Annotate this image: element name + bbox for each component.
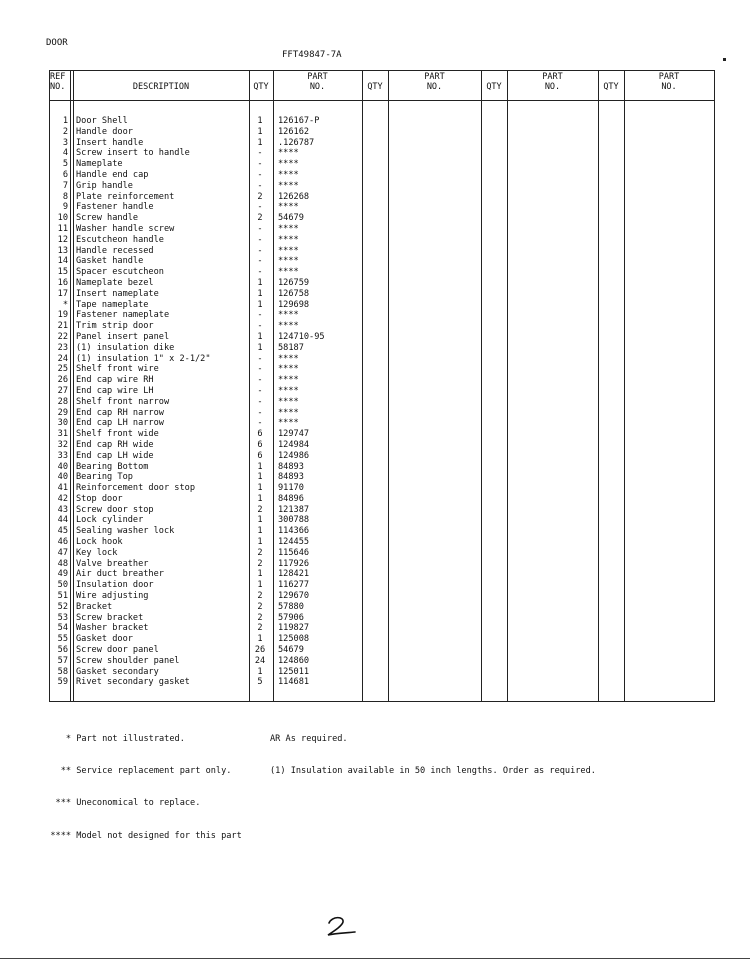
part-no-cell: 57880 bbox=[278, 601, 304, 612]
ref-no-cell: 5 bbox=[62, 159, 68, 170]
description-cell: End cap LH narrow bbox=[76, 418, 164, 429]
header-part-no-3: PART NO. bbox=[542, 72, 563, 92]
qty-cell: 6 bbox=[257, 439, 263, 450]
table-row bbox=[49, 515, 329, 526]
table-row bbox=[49, 667, 329, 678]
qty-cell: 1 bbox=[257, 126, 263, 137]
part-no-cell: 124455 bbox=[278, 537, 310, 548]
part-no-cell: 117926 bbox=[278, 558, 310, 569]
footnote: AR As required. bbox=[270, 733, 348, 744]
ref-no-cell: 3 bbox=[62, 137, 68, 148]
table-row bbox=[49, 548, 329, 559]
part-no-cell: 129670 bbox=[278, 591, 310, 602]
table-row bbox=[49, 300, 329, 311]
part-no-cell: 126268 bbox=[278, 191, 310, 202]
part-no-cell: 84893 bbox=[278, 461, 304, 472]
ref-no-cell: 22 bbox=[57, 331, 68, 342]
ref-no-cell: 53 bbox=[57, 612, 68, 623]
description-cell: Fastener nameplate bbox=[76, 310, 170, 321]
table-row bbox=[49, 354, 329, 365]
description-cell: Spacer escutcheon bbox=[76, 267, 164, 278]
description-cell: Tape nameplate bbox=[76, 299, 149, 310]
part-no-cell: 129698 bbox=[278, 299, 310, 310]
table-row bbox=[49, 569, 329, 580]
description-cell: Shelf front wire bbox=[76, 364, 159, 375]
footnote: **** Model not designed for this part bbox=[40, 830, 242, 841]
ref-no-cell: 48 bbox=[57, 558, 68, 569]
qty-cell: 24 bbox=[254, 655, 266, 666]
part-no-cell: 124986 bbox=[278, 450, 310, 461]
description-cell: End cap RH narrow bbox=[76, 407, 164, 418]
ref-no-cell: 15 bbox=[57, 267, 68, 278]
table-row bbox=[49, 246, 329, 257]
part-no-cell: 84893 bbox=[278, 472, 304, 483]
part-no-cell: 54679 bbox=[278, 213, 304, 224]
table-top-border bbox=[49, 70, 715, 71]
page-number bbox=[324, 915, 358, 941]
description-cell: Panel insert panel bbox=[76, 331, 170, 342]
table-row bbox=[49, 613, 329, 624]
table-row bbox=[49, 429, 329, 440]
description-cell: Air duct breather bbox=[76, 569, 164, 580]
ref-no-cell: 41 bbox=[57, 483, 68, 494]
table-row bbox=[49, 656, 329, 667]
description-cell: Sealing washer lock bbox=[76, 526, 175, 537]
ref-no-cell: 4 bbox=[62, 148, 68, 159]
ref-no-cell: 51 bbox=[57, 591, 68, 602]
header-qty-2: QTY bbox=[367, 82, 383, 92]
qty-cell: - bbox=[257, 418, 263, 429]
qty-cell: 1 bbox=[257, 288, 263, 299]
ref-no-cell: 32 bbox=[57, 439, 68, 450]
ref-no-cell: 56 bbox=[57, 645, 68, 656]
part-no-cell: **** bbox=[278, 385, 299, 396]
description-cell: Wire adjusting bbox=[76, 591, 149, 602]
description-cell: Trim strip door bbox=[76, 321, 154, 332]
ref-no-cell: 28 bbox=[57, 396, 68, 407]
qty-cell: - bbox=[257, 223, 263, 234]
table-row bbox=[49, 127, 329, 138]
part-no-cell: 126758 bbox=[278, 288, 310, 299]
description-cell: Rivet secondary gasket bbox=[76, 677, 190, 688]
part-no-cell: .126787 bbox=[278, 137, 315, 148]
table-row bbox=[49, 278, 329, 289]
header-part-no-4: PART NO. bbox=[658, 72, 680, 92]
section-title: DOOR bbox=[46, 38, 68, 48]
ref-no-cell: 58 bbox=[57, 666, 68, 677]
description-cell: Washer bracket bbox=[76, 623, 149, 634]
part-no-cell: **** bbox=[278, 245, 299, 256]
ref-no-cell: 44 bbox=[57, 515, 68, 526]
description-cell: Bearing Bottom bbox=[76, 461, 149, 472]
part-no-cell: **** bbox=[278, 321, 299, 332]
description-cell: Handle door bbox=[76, 126, 133, 137]
part-no-cell: 300788 bbox=[278, 515, 310, 526]
ref-no-cell: 23 bbox=[57, 342, 68, 353]
table-row bbox=[49, 386, 329, 397]
ref-no-cell: 16 bbox=[57, 277, 68, 288]
description-cell: Plate reinforcement bbox=[76, 191, 175, 202]
table-row bbox=[49, 116, 329, 127]
description-cell: Gasket secondary bbox=[76, 666, 159, 677]
qty-cell: 1 bbox=[257, 137, 263, 148]
part-no-cell: 84896 bbox=[278, 493, 304, 504]
part-no-cell: **** bbox=[278, 364, 299, 375]
table-row bbox=[49, 440, 329, 451]
table-row bbox=[49, 677, 329, 688]
ref-no-cell: 40 bbox=[57, 461, 68, 472]
qty-cell: - bbox=[257, 310, 263, 321]
table-row bbox=[49, 418, 329, 429]
ref-no-cell: 14 bbox=[57, 256, 68, 267]
description-cell: Stop door bbox=[76, 493, 123, 504]
ref-no-cell: 24 bbox=[57, 353, 68, 364]
qty-cell: - bbox=[257, 148, 263, 159]
qty-cell: - bbox=[257, 385, 263, 396]
ref-no-cell: 7 bbox=[62, 180, 68, 191]
part-no-cell: **** bbox=[278, 159, 299, 170]
part-no-cell: 119827 bbox=[278, 623, 310, 634]
qty-cell: 1 bbox=[257, 116, 263, 126]
table-row bbox=[49, 138, 329, 149]
part-no-cell: 126759 bbox=[278, 277, 310, 288]
part-no-cell: **** bbox=[278, 148, 299, 159]
qty-cell: 2 bbox=[257, 591, 263, 602]
table-row bbox=[49, 148, 329, 159]
part-no-cell: **** bbox=[278, 310, 299, 321]
part-no-cell: 115646 bbox=[278, 547, 310, 558]
part-no-cell: 116277 bbox=[278, 580, 310, 591]
table-row bbox=[49, 202, 329, 213]
part-no-cell: **** bbox=[278, 202, 299, 213]
description-cell: Lock hook bbox=[76, 537, 123, 548]
table-row bbox=[49, 267, 329, 278]
table-row bbox=[49, 537, 329, 548]
ref-no-cell: 27 bbox=[57, 385, 68, 396]
ref-no-cell: 26 bbox=[57, 375, 68, 386]
ref-no-cell: 1 bbox=[62, 116, 68, 126]
footnote: * Part not illustrated. bbox=[40, 733, 185, 744]
qty-cell: 2 bbox=[257, 601, 263, 612]
description-cell: Reinforcement door stop bbox=[76, 483, 195, 494]
part-no-cell: 124710-95 bbox=[278, 331, 325, 342]
table-row bbox=[49, 623, 329, 634]
part-no-cell: 54679 bbox=[278, 645, 304, 656]
description-cell: Shelf front narrow bbox=[76, 396, 170, 407]
ref-no-cell: 54 bbox=[57, 623, 68, 634]
header-qty-4: QTY bbox=[603, 82, 619, 92]
qty-cell: 1 bbox=[257, 634, 263, 645]
ref-no-cell: 31 bbox=[57, 429, 68, 440]
part-no-cell: 91170 bbox=[278, 483, 304, 494]
qty-cell: - bbox=[257, 396, 263, 407]
description-cell: Screw insert to handle bbox=[76, 148, 190, 159]
ref-no-cell: 29 bbox=[57, 407, 68, 418]
header-description: DESCRIPTION bbox=[132, 82, 190, 92]
part-no-cell: 126162 bbox=[278, 126, 310, 137]
ref-no-cell: 10 bbox=[57, 213, 68, 224]
description-cell: Bearing Top bbox=[76, 472, 133, 483]
qty-cell: 2 bbox=[257, 547, 263, 558]
description-cell: Door Shell bbox=[76, 116, 128, 126]
description-cell: Gasket door bbox=[76, 634, 133, 645]
description-cell: Screw door stop bbox=[76, 504, 154, 515]
footnotes-right bbox=[270, 712, 596, 788]
qty-cell: 1 bbox=[257, 569, 263, 580]
table-row bbox=[49, 602, 329, 613]
table-row bbox=[49, 181, 329, 192]
table-row bbox=[49, 559, 329, 570]
description-cell: Fastener handle bbox=[76, 202, 154, 213]
model-number: FFT49847-7A bbox=[282, 50, 342, 60]
table-row bbox=[49, 472, 329, 483]
part-no-cell: **** bbox=[278, 267, 299, 278]
table-row bbox=[49, 462, 329, 473]
qty-cell: - bbox=[257, 353, 263, 364]
ref-no-cell: 25 bbox=[57, 364, 68, 375]
ref-no-cell: 33 bbox=[57, 450, 68, 461]
ref-no-cell: 6 bbox=[62, 169, 68, 180]
qty-cell: 2 bbox=[257, 213, 263, 224]
ref-no-cell: 57 bbox=[57, 655, 68, 666]
page-bottom-rule bbox=[0, 958, 750, 959]
description-cell: (1) insulation dike bbox=[76, 342, 175, 353]
header-qty-1: QTY bbox=[253, 82, 269, 92]
parts-rows bbox=[49, 116, 329, 688]
part-no-cell: 128421 bbox=[278, 569, 310, 580]
description-cell: End cap wire RH bbox=[76, 375, 154, 386]
description-cell: End cap wire LH bbox=[76, 385, 154, 396]
description-cell: Nameplate bbox=[76, 159, 123, 170]
ref-no-cell: 43 bbox=[57, 504, 68, 515]
qty-cell: - bbox=[257, 407, 263, 418]
qty-cell: 1 bbox=[257, 299, 263, 310]
qty-cell: 1 bbox=[257, 483, 263, 494]
qty-cell: - bbox=[257, 202, 263, 213]
qty-cell: 1 bbox=[257, 537, 263, 548]
description-cell: Screw shoulder panel bbox=[76, 655, 180, 666]
table-row bbox=[49, 289, 329, 300]
part-no-cell: 114366 bbox=[278, 526, 310, 537]
part-no-cell: 129747 bbox=[278, 429, 310, 440]
ref-no-cell: 46 bbox=[57, 537, 68, 548]
ref-no-cell: 55 bbox=[57, 634, 68, 645]
table-row bbox=[49, 321, 329, 332]
part-no-cell: 125011 bbox=[278, 666, 310, 677]
table-row bbox=[49, 213, 329, 224]
header-qty-3: QTY bbox=[486, 82, 502, 92]
table-row bbox=[49, 159, 329, 170]
ref-no-cell: 17 bbox=[57, 288, 68, 299]
description-cell: Shelf front wide bbox=[76, 429, 159, 440]
table-row bbox=[49, 580, 329, 591]
table-bottom-border bbox=[49, 701, 715, 702]
description-cell: Insulation door bbox=[76, 580, 154, 591]
ref-no-cell: 45 bbox=[57, 526, 68, 537]
part-no-cell: 58187 bbox=[278, 342, 304, 353]
ref-no-cell: 50 bbox=[57, 580, 68, 591]
description-cell: Bracket bbox=[76, 601, 113, 612]
qty-cell: - bbox=[257, 364, 263, 375]
description-cell: Escutcheon handle bbox=[76, 234, 164, 245]
qty-cell: 2 bbox=[257, 623, 263, 634]
qty-cell: - bbox=[257, 321, 263, 332]
footnotes-left bbox=[40, 712, 242, 852]
qty-cell: 26 bbox=[254, 645, 266, 656]
ref-no-cell: 40 bbox=[57, 472, 68, 483]
table-row bbox=[49, 408, 329, 419]
qty-cell: 2 bbox=[257, 191, 263, 202]
header-part-no-2: PART NO. bbox=[424, 72, 445, 92]
table-row bbox=[49, 256, 329, 267]
part-no-cell: **** bbox=[278, 169, 299, 180]
parts-table bbox=[49, 70, 715, 702]
description-cell: End cap LH wide bbox=[76, 450, 154, 461]
description-cell: Washer handle screw bbox=[76, 223, 175, 234]
qty-cell: - bbox=[257, 180, 263, 191]
qty-cell: - bbox=[257, 234, 263, 245]
table-row bbox=[49, 634, 329, 645]
description-cell: Lock cylinder bbox=[76, 515, 144, 526]
ref-no-cell: 11 bbox=[57, 223, 68, 234]
qty-cell: - bbox=[257, 169, 263, 180]
qty-cell: 1 bbox=[257, 515, 263, 526]
ref-no-cell: 49 bbox=[57, 569, 68, 580]
header-ref-no: REF NO. bbox=[50, 72, 66, 92]
qty-cell: - bbox=[257, 375, 263, 386]
qty-cell: 6 bbox=[257, 429, 263, 440]
stray-mark bbox=[723, 58, 726, 61]
part-no-cell: **** bbox=[278, 407, 299, 418]
qty-cell: - bbox=[257, 159, 263, 170]
part-no-cell: 121387 bbox=[278, 504, 310, 515]
table-row bbox=[49, 645, 329, 656]
description-cell: Screw door panel bbox=[76, 645, 159, 656]
description-cell: Gasket handle bbox=[76, 256, 144, 267]
ref-no-cell: 9 bbox=[62, 202, 68, 213]
description-cell: Handle end cap bbox=[76, 169, 149, 180]
ref-no-cell: 47 bbox=[57, 547, 68, 558]
table-row bbox=[49, 364, 329, 375]
ref-no-cell: 2 bbox=[62, 126, 68, 137]
description-cell: (1) insulation 1" x 2-1/2" bbox=[76, 353, 211, 364]
table-row bbox=[49, 505, 329, 516]
description-cell: Screw handle bbox=[76, 213, 139, 224]
qty-cell: 1 bbox=[257, 580, 263, 591]
part-no-cell: **** bbox=[278, 353, 299, 364]
ref-no-cell: 21 bbox=[57, 321, 68, 332]
table-row bbox=[49, 494, 329, 505]
qty-cell: 2 bbox=[257, 612, 263, 623]
qty-cell: 1 bbox=[257, 331, 263, 342]
table-row bbox=[49, 170, 329, 181]
description-cell: Grip handle bbox=[76, 180, 133, 191]
ref-no-cell: 52 bbox=[57, 601, 68, 612]
ref-no-cell: 42 bbox=[57, 493, 68, 504]
ref-no-cell: 12 bbox=[57, 234, 68, 245]
table-row bbox=[49, 397, 329, 408]
footnote: ** Service replacement part only. bbox=[40, 765, 232, 776]
qty-cell: 1 bbox=[257, 666, 263, 677]
description-cell: Insert handle bbox=[76, 137, 144, 148]
table-row bbox=[49, 591, 329, 602]
qty-cell: 1 bbox=[257, 342, 263, 353]
handwritten-page-number bbox=[324, 915, 358, 937]
part-no-cell: 57906 bbox=[278, 612, 304, 623]
part-no-cell: 124860 bbox=[278, 655, 310, 666]
footnote: *** Uneconomical to replace. bbox=[40, 798, 201, 809]
qty-cell: - bbox=[257, 267, 263, 278]
header-part-no-1: PART NO. bbox=[307, 72, 328, 92]
qty-cell: 6 bbox=[257, 450, 263, 461]
description-cell: Key lock bbox=[76, 547, 118, 558]
description-cell: Nameplate bezel bbox=[76, 277, 154, 288]
qty-cell: 1 bbox=[257, 277, 263, 288]
part-no-cell: 126167-P bbox=[278, 116, 320, 126]
ref-no-cell: 8 bbox=[62, 191, 68, 202]
table-row bbox=[49, 483, 329, 494]
part-no-cell: **** bbox=[278, 234, 299, 245]
description-cell: Handle recessed bbox=[76, 245, 154, 256]
qty-cell: 1 bbox=[257, 526, 263, 537]
table-row bbox=[49, 526, 329, 537]
part-no-cell: **** bbox=[278, 223, 299, 234]
part-no-cell: **** bbox=[278, 418, 299, 429]
part-no-cell: **** bbox=[278, 375, 299, 386]
ref-no-cell: 59 bbox=[57, 677, 68, 688]
description-cell: Valve breather bbox=[76, 558, 149, 569]
qty-cell: 1 bbox=[257, 493, 263, 504]
description-cell: Insert nameplate bbox=[76, 288, 159, 299]
description-cell: Screw bracket bbox=[76, 612, 144, 623]
table-row bbox=[49, 310, 329, 321]
ref-no-cell: 13 bbox=[57, 245, 68, 256]
qty-cell: 2 bbox=[257, 558, 263, 569]
table-header-border bbox=[49, 100, 715, 101]
table-row bbox=[49, 343, 329, 354]
qty-cell: - bbox=[257, 256, 263, 267]
table-row bbox=[49, 375, 329, 386]
qty-cell: 1 bbox=[257, 461, 263, 472]
ref-no-cell: 19 bbox=[57, 310, 68, 321]
ref-no-cell: 30 bbox=[57, 418, 68, 429]
ref-no-cell: * bbox=[62, 299, 68, 310]
table-row bbox=[49, 451, 329, 462]
part-no-cell: 114681 bbox=[278, 677, 310, 688]
table-row bbox=[49, 192, 329, 203]
footnote: (1) Insulation available in 50 inch lengths. Order as required. bbox=[270, 765, 596, 776]
part-no-cell: 125008 bbox=[278, 634, 310, 645]
qty-cell: 1 bbox=[257, 472, 263, 483]
qty-cell: 2 bbox=[257, 504, 263, 515]
qty-cell: - bbox=[257, 245, 263, 256]
part-no-cell: **** bbox=[278, 396, 299, 407]
table-row bbox=[49, 235, 329, 246]
part-no-cell: **** bbox=[278, 180, 299, 191]
table-row bbox=[49, 224, 329, 235]
part-no-cell: 124984 bbox=[278, 439, 310, 450]
qty-cell: 5 bbox=[257, 677, 263, 688]
description-cell: End cap RH wide bbox=[76, 439, 154, 450]
table-row bbox=[49, 332, 329, 343]
part-no-cell: **** bbox=[278, 256, 299, 267]
